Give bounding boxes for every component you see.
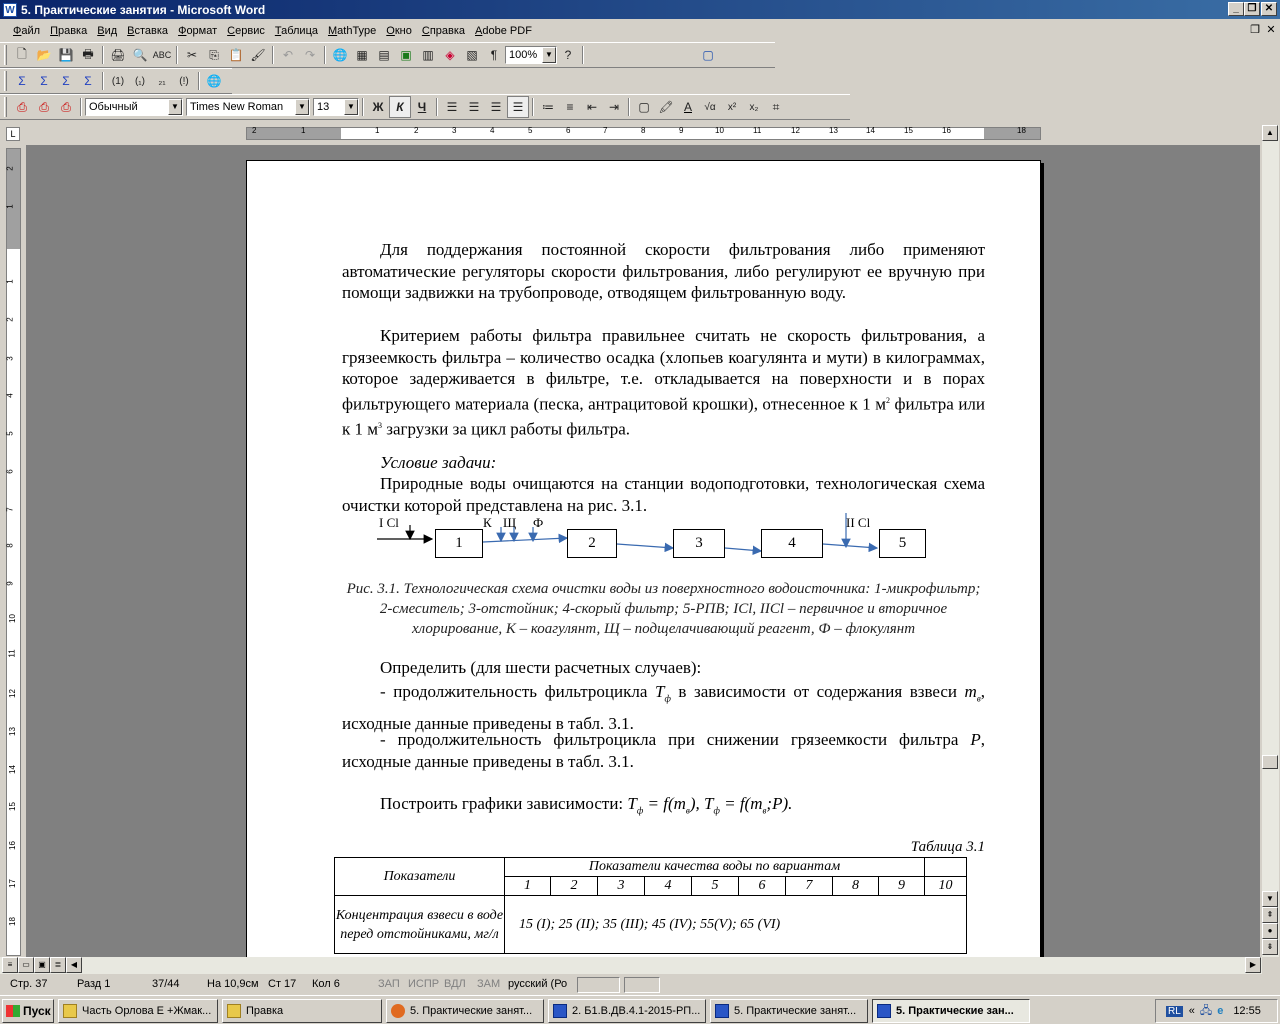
start-button[interactable]: [2, 999, 54, 1023]
redo-icon[interactable]: ↷: [304, 48, 316, 62]
borders-icon[interactable]: ▢: [638, 100, 650, 114]
menu-help[interactable]: Справка: [421, 24, 466, 37]
ruler-tick: 15: [904, 126, 913, 135]
insert-excel-icon[interactable]: ▣: [400, 48, 412, 62]
paragraph: - продолжительность фильтроцикла при снижении грязеемкости фильтра P, исходные данные приведены в табл. 3.1.: [342, 730, 985, 771]
pdf-convert-icon[interactable]: ⎙: [17, 99, 27, 114]
separator: [582, 46, 584, 64]
chevron-down-icon[interactable]: ▼: [295, 99, 309, 115]
left-margin: [247, 128, 341, 139]
chevron-down-icon[interactable]: ▼: [168, 99, 182, 115]
ruler-tick: 5: [528, 126, 533, 135]
ruler-tick: 4: [490, 126, 495, 135]
vruler-tick: 17: [7, 879, 17, 888]
insert-table-icon[interactable]: ▤: [378, 48, 390, 62]
outline-view-icon[interactable]: ≣: [50, 957, 66, 973]
separator: [324, 46, 326, 64]
tables-borders-icon[interactable]: ▦: [356, 48, 368, 62]
menu-table[interactable]: Таблица: [274, 24, 318, 37]
justify-icon[interactable]: ☰: [507, 96, 529, 118]
ruler-tick: 8: [641, 126, 646, 135]
tray-expand-icon[interactable]: «: [1188, 1005, 1195, 1017]
align-right-icon[interactable]: ☰: [490, 100, 502, 114]
menu-bar: [0, 20, 1280, 41]
right-margin: [984, 128, 1040, 139]
variant-cell: 8: [833, 877, 879, 896]
taskbar-item-active[interactable]: 5. Практические зан...: [872, 999, 1030, 1023]
separator: [532, 98, 534, 116]
menu-format[interactable]: Формат: [178, 24, 218, 37]
separator: [362, 98, 364, 116]
status-empty-box: [624, 977, 660, 993]
taskbar-item[interactable]: Правка: [222, 999, 382, 1023]
align-left-icon[interactable]: ☰: [446, 100, 458, 114]
word-doc-icon: [553, 1004, 567, 1018]
undo-icon[interactable]: ↶: [282, 48, 294, 62]
normal-view-icon[interactable]: ≡: [2, 957, 18, 973]
row-value: 15 (I); 25 (II); 35 (III); 45 (IV); 55(V); 65 (VI): [505, 896, 967, 954]
paragraph: Природные воды очищаются на станции водоподготовки, технологическая схема очистки которой представлена на рис. 3.1.: [342, 474, 985, 515]
ruler-tick: 18: [1017, 126, 1026, 135]
read-icon[interactable]: ▢: [702, 48, 714, 62]
print-icon[interactable]: 🖨: [110, 48, 126, 62]
variant-cell: 7: [786, 877, 833, 896]
table-caption: Таблица 3.1: [910, 839, 985, 855]
columns-icon[interactable]: ▥: [422, 48, 434, 62]
windows-logo-icon: [6, 1005, 20, 1017]
ruler-tick: 10: [715, 126, 724, 135]
status-spelling-box: [577, 977, 620, 993]
separator: [628, 98, 630, 116]
ruler-tick: 6: [566, 126, 571, 135]
menu-file[interactable]: Файл: [13, 24, 41, 37]
special-chars-icon[interactable]: ⌗: [772, 99, 780, 114]
word-doc-icon: [715, 1004, 729, 1018]
status-bar: [0, 975, 1280, 995]
table-header-right: Показатели качества воды по вариантам: [505, 858, 925, 877]
variant-cell: 10: [925, 877, 967, 896]
variant-cell: 9: [879, 877, 925, 896]
scroll-down-icon[interactable]: ▼: [1262, 891, 1278, 907]
scroll-thumb[interactable]: [1262, 755, 1278, 769]
ruler-tick: 12: [791, 126, 800, 135]
status-col: Кол 6: [312, 978, 340, 990]
menu-view[interactable]: Вид: [97, 24, 118, 37]
highlight-icon[interactable]: 🖍: [658, 100, 674, 114]
vruler-tick: 11: [7, 649, 17, 658]
cut-icon[interactable]: ✂: [186, 48, 198, 62]
document-page[interactable]: [246, 160, 1041, 957]
menu-mathtype[interactable]: MathType: [327, 24, 377, 37]
firefox-icon: [391, 1004, 405, 1018]
menu-adobe-pdf[interactable]: Adobe PDF: [475, 24, 532, 37]
menu-window[interactable]: Окно: [386, 24, 412, 37]
paste-icon[interactable]: 📋: [228, 48, 244, 62]
status-language: русский (Ро: [508, 978, 568, 990]
diagram-box-rapid-filter: 4: [761, 529, 823, 558]
vruler-tick: 18: [7, 917, 17, 926]
variant-cell: 6: [739, 877, 786, 896]
status-ovr[interactable]: ЗАМ: [477, 978, 501, 990]
hyperlink-icon[interactable]: 🌐: [332, 48, 348, 62]
scroll-right-icon[interactable]: ▶: [1245, 957, 1261, 973]
status-section: Разд 1: [77, 978, 111, 990]
system-tray: [1155, 999, 1278, 1023]
print-preview-icon[interactable]: 🔍: [132, 48, 148, 62]
diagram-box-microfilter: 1: [435, 529, 483, 558]
bold-icon[interactable]: Ж: [372, 100, 384, 114]
paragraph: Для поддержания постоянной скорости фильтрования либо применяют автоматические регуляторы скорости фильтрования, либо регулируют ее вручную при помощи задвижки на трубопроводе, отводящем фильтрованную воду.: [342, 240, 985, 302]
vruler-tick: 13: [7, 727, 17, 736]
status-rec[interactable]: ЗАП: [378, 978, 400, 990]
vruler-tick: 1: [5, 279, 15, 284]
vruler-tick: 12: [7, 689, 17, 698]
folder-icon: [227, 1004, 241, 1018]
status-trk[interactable]: ИСПР: [408, 978, 440, 990]
superscript-icon[interactable]: x²: [727, 101, 737, 113]
vruler-tick: 7: [5, 507, 15, 512]
diagram-label-k: К: [483, 515, 492, 530]
diagram-box-mixer: 2: [567, 529, 617, 558]
numbering-icon[interactable]: ≔: [542, 100, 554, 114]
maximize-button[interactable]: ❐: [1244, 2, 1260, 16]
status-pages: 37/44: [152, 978, 180, 990]
vertical-ruler[interactable]: [6, 148, 21, 956]
taskbar-item[interactable]: Часть Орлова Е +Жмак...: [58, 999, 218, 1023]
document-map-icon[interactable]: ▧: [466, 48, 478, 62]
italic-icon[interactable]: К: [389, 96, 411, 118]
toggle-tex-icon[interactable]: (!): [179, 75, 189, 87]
menu-tools[interactable]: Сервис: [227, 24, 265, 37]
increase-indent-icon[interactable]: ⇥: [608, 100, 620, 114]
formatting-toolbar: [0, 94, 850, 120]
separator: [272, 46, 274, 64]
mathtype-toolbar: [0, 68, 232, 94]
next-page-icon[interactable]: ⇟: [1262, 939, 1278, 955]
web-view-icon[interactable]: ▭: [18, 957, 34, 973]
minimize-button[interactable]: _: [1228, 2, 1244, 16]
taskbar-item[interactable]: 5. Практические занят...: [386, 999, 544, 1023]
taskbar-item[interactable]: 2. Б1.В.ДВ.4.1-2015-РП...: [548, 999, 706, 1023]
update-numbers-icon[interactable]: ₂₁: [158, 75, 166, 87]
select-browse-icon[interactable]: ●: [1262, 923, 1278, 939]
diagram-label-sch: Щ: [503, 515, 517, 530]
ruler-tick: 11: [753, 126, 762, 135]
vruler-tick: 1: [5, 204, 15, 209]
vruler-tick: 15: [7, 802, 17, 811]
variant-cell: 2: [551, 877, 598, 896]
sigma-display-icon[interactable]: Σ: [62, 74, 70, 88]
standard-toolbar: [0, 42, 775, 68]
doc-restore-icon[interactable]: ❐: [1250, 24, 1260, 36]
ruler-tick: 14: [866, 126, 875, 135]
horizontal-scrollbar[interactable]: [0, 957, 1262, 974]
help-icon[interactable]: ?: [564, 48, 572, 62]
insert-reference-icon[interactable]: (₁): [134, 75, 146, 87]
variant-cell: 5: [692, 877, 739, 896]
style-combo[interactable]: Обычный ▼: [85, 98, 183, 116]
save-icon[interactable]: 💾: [58, 48, 74, 62]
table-cell: [925, 858, 967, 877]
pdf-email-icon[interactable]: ⎙: [39, 99, 49, 114]
tab-selector-icon[interactable]: L: [6, 127, 20, 141]
drawing-icon[interactable]: ◈: [445, 48, 455, 62]
menu-edit[interactable]: Правка: [50, 24, 88, 37]
pdf-review-icon[interactable]: ⎙: [61, 99, 71, 114]
sigma-right-icon[interactable]: Σ: [84, 74, 92, 88]
vruler-tick: 8: [5, 543, 15, 548]
variant-cell: 3: [598, 877, 645, 896]
ruler-tick: 7: [603, 126, 608, 135]
vruler-tick: 4: [5, 393, 15, 398]
vruler-tick: 2: [5, 166, 15, 171]
word-doc-icon: [877, 1004, 891, 1018]
separator: [436, 98, 438, 116]
taskbar: [0, 995, 1280, 1024]
status-at: На 10,9см: [207, 978, 259, 990]
separator: [176, 46, 178, 64]
language-indicator[interactable]: RL: [1168, 1005, 1181, 1017]
vruler-tick: 3: [5, 356, 15, 361]
underline-icon[interactable]: Ч: [417, 100, 427, 114]
table-header-left: Показатели: [335, 858, 505, 896]
document-area[interactable]: [26, 145, 1260, 957]
show-hide-icon[interactable]: ¶: [490, 48, 498, 62]
format-painter-icon[interactable]: 🖌: [250, 48, 266, 62]
toolbar-grip[interactable]: [4, 45, 7, 65]
doc-close-icon[interactable]: ✕: [1266, 24, 1276, 36]
row-label: Концентрация взвеси в воде перед отстойниками, мг/л: [335, 896, 505, 954]
close-button[interactable]: ✕: [1261, 2, 1277, 16]
vruler-tick: 5: [5, 431, 15, 436]
ruler-tick: 1: [375, 126, 380, 135]
status-line: Ст 17: [268, 978, 297, 990]
figure-caption: Рис. 3.1. Технологическая схема очистки воды из поверхностного водоисточника: 1-микрофильтр; 2-смеситель; 3-отстойник; 4-скорый фильтр; 5-РПВ; ICl, IICl – первичное и вторичное хлорирование, К – коагулянт, Щ – подщелачивающий реагент, Ф – флокулянт: [346, 581, 981, 637]
diagram-label-icl: I Cl: [379, 515, 399, 530]
radical-icon[interactable]: √α: [704, 101, 716, 113]
diagram-box-settler: 3: [673, 529, 725, 558]
start-label: Пуск: [23, 1004, 51, 1018]
separator: [102, 72, 104, 90]
horizontal-ruler[interactable]: [26, 125, 1260, 143]
spelling-icon[interactable]: ABC: [152, 50, 172, 60]
open-folder-icon[interactable]: 📂: [36, 48, 52, 62]
paragraph: Построить графики зависимости: $T_ф = f(m_в)$, $T_ф$ = $f(m_в;P)$.: [380, 794, 793, 816]
toolbar-grip[interactable]: [4, 71, 7, 91]
ruler-tick: 2: [414, 126, 419, 135]
chevron-down-icon[interactable]: ▼: [542, 47, 556, 63]
task-title: Условие задачи:: [380, 453, 497, 472]
vruler-tick: 6: [5, 469, 15, 474]
diagram-box-rpv: 5: [879, 529, 926, 558]
scroll-left-icon[interactable]: ◀: [66, 957, 82, 973]
subscript-icon[interactable]: x₂: [749, 101, 759, 113]
ie-icon[interactable]: e: [1217, 1005, 1224, 1017]
sigma-inline-icon[interactable]: Σ: [40, 74, 48, 88]
paragraph: Критерием работы фильтра правильнее считать не скорость фильтрования, а грязеемкость фильтра – количество осадка (хлопьев коагулянта и мути) в килограммах, которое задерживается в фильтре, т.е. откладывается на поверхности и в порах фильтрующего материала (песка, антрацитовой крошки), отнесенное к 1 $м^2$ фильтра или к 1 $м^3$ загрузки за цикл работы фильтра.: [342, 326, 986, 439]
paragraph: Определить (для шести расчетных случаев):: [380, 658, 702, 677]
variant-cell: 4: [645, 877, 692, 896]
ruler-tick: 16: [942, 126, 951, 135]
decrease-indent-icon[interactable]: ⇤: [586, 100, 598, 114]
ruler-tick: 2: [252, 126, 257, 135]
prev-page-icon[interactable]: ⇞: [1262, 907, 1278, 923]
window-title: 5. Практические занятия - Microsoft Word: [21, 2, 266, 17]
ruler-tick: 1: [301, 126, 306, 135]
folder-icon: [63, 1004, 77, 1018]
permissions-icon[interactable]: 🖶: [82, 46, 94, 61]
insert-number-icon[interactable]: (1): [111, 75, 125, 87]
vertical-scrollbar[interactable]: [1262, 125, 1279, 957]
copy-icon[interactable]: ⎘: [209, 47, 219, 62]
vruler-tick: 2: [5, 317, 15, 322]
status-page: Стр. 37: [10, 978, 48, 990]
ruler-tick: 9: [679, 126, 684, 135]
scroll-up-icon[interactable]: ▲: [1262, 125, 1278, 141]
separator: [80, 98, 82, 116]
separator: [198, 72, 200, 90]
zoom-combo[interactable]: 100% ▼: [505, 46, 557, 64]
mathtype-web-icon[interactable]: 🌐: [206, 74, 222, 88]
top-margin: [7, 149, 20, 249]
bullets-icon[interactable]: ≡: [566, 100, 574, 114]
toolbar-grip[interactable]: [4, 97, 7, 117]
ruler-tick: 13: [829, 126, 838, 135]
diagram-label-f: Ф: [533, 515, 544, 530]
chevron-down-icon[interactable]: ▼: [344, 99, 358, 115]
sigma-icon[interactable]: Σ: [18, 74, 26, 88]
status-ext[interactable]: ВДЛ: [444, 978, 466, 990]
variant-cell: 1: [505, 877, 551, 896]
vruler-tick: 10: [7, 614, 17, 623]
taskbar-item[interactable]: 5. Практические занят...: [710, 999, 868, 1023]
new-document-icon[interactable]: 🗋: [17, 46, 27, 61]
align-center-icon[interactable]: ☰: [468, 100, 480, 114]
paragraph: - продолжительность фильтроцикла $T_ф$ в зависимости от содержания взвеси $m_в$, исходные данные приведены в табл. 3.1.: [342, 682, 985, 734]
vruler-tick: 14: [7, 765, 17, 774]
data-table: [334, 857, 967, 954]
diagram-label-iicl: II Cl: [846, 515, 871, 530]
network-icon[interactable]: 🖧: [1199, 1004, 1213, 1017]
ruler-tick: 3: [452, 126, 457, 135]
vruler-tick: 9: [5, 581, 15, 586]
print-layout-icon[interactable]: ▣: [34, 957, 50, 973]
diagram-arrows: [247, 161, 1042, 581]
vruler-tick: 16: [7, 841, 17, 850]
clock: 12:55: [1233, 1005, 1261, 1017]
font-combo[interactable]: Times New Roman ▼: [186, 98, 310, 116]
font-color-icon[interactable]: A: [683, 100, 692, 114]
menu-insert[interactable]: Вставка: [127, 24, 169, 37]
word-app-icon: W: [3, 3, 17, 17]
separator: [102, 46, 104, 64]
font-size-combo[interactable]: 13 ▼: [313, 98, 359, 116]
title-bar: [0, 0, 1280, 19]
